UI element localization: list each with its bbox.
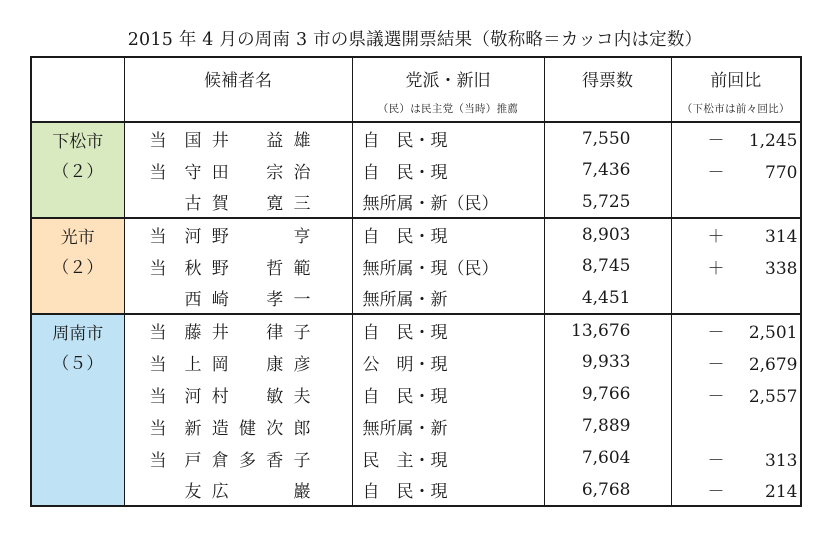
- prev-diff-cell: [671, 410, 801, 442]
- votes-cell: 9,766: [544, 378, 671, 410]
- city-cell: [31, 122, 124, 218]
- header-prev: [671, 57, 801, 122]
- header-prev-note: （下松市は前々回比）: [681, 103, 790, 115]
- candidate-cell: [124, 250, 352, 282]
- diff-value: 2,501: [748, 323, 798, 343]
- header-party: [352, 57, 544, 122]
- elected-mark: 当: [149, 227, 167, 247]
- diff-sign: ＋: [707, 258, 725, 279]
- city-seats: （２）: [52, 162, 104, 182]
- party-cell: 自 民・現: [352, 154, 544, 186]
- votes-cell: 13,676: [544, 314, 671, 346]
- votes-cell: 7,550: [544, 122, 671, 154]
- elected-mark: 当: [149, 162, 167, 183]
- city-cell: [31, 218, 124, 314]
- party-cell: 無所属・現（民）: [352, 250, 544, 282]
- header-votes-label: 得票数: [582, 71, 633, 91]
- city-name: 下松市: [52, 132, 104, 152]
- candidate-cell: [124, 410, 352, 442]
- diff-value: 2,679: [748, 354, 798, 375]
- diff-value: 770: [765, 162, 798, 183]
- table-row: [31, 218, 801, 250]
- table-row: [31, 474, 801, 506]
- elected-mark: 当: [149, 450, 167, 471]
- prev-diff-cell: [671, 378, 801, 410]
- party-cell: 自 民・現: [352, 122, 544, 154]
- votes-cell: 7,436: [544, 154, 671, 186]
- candidate-cell: [124, 186, 352, 218]
- table-row: [31, 410, 801, 442]
- diff-sign: －: [707, 354, 725, 375]
- table-row: [31, 154, 801, 186]
- candidate-cell: [124, 282, 352, 314]
- diff-sign: －: [707, 131, 725, 151]
- votes-cell: 6,768: [544, 474, 671, 506]
- candidate-cell: [124, 474, 352, 506]
- candidate-cell: [124, 314, 352, 346]
- candidate-name: 藤井 律子: [184, 323, 311, 343]
- candidate-cell: [124, 122, 352, 154]
- prev-diff-cell: [671, 474, 801, 506]
- page-title: 2015 年 4 月の周南 3 市の県議選開票結果（敬称略＝カッコ内は定数）: [127, 30, 703, 50]
- candidate-name: 守田 宗治: [184, 162, 311, 183]
- table-row: [31, 250, 801, 282]
- candidate-name: 秋野 哲範: [184, 258, 311, 279]
- candidate-name: 西崎 孝一: [184, 290, 311, 310]
- diff-value: 214: [765, 482, 798, 502]
- party-cell: 無所属・新（民）: [352, 186, 544, 218]
- prev-diff-cell: [671, 282, 801, 314]
- party-cell: 公 明・現: [352, 346, 544, 378]
- candidate-cell: [124, 218, 352, 250]
- votes-cell: 8,745: [544, 250, 671, 282]
- votes-cell: 5,725: [544, 186, 671, 218]
- header-candidate-label: 候補者名: [204, 71, 272, 91]
- candidate-name: 友広 巖: [184, 482, 311, 502]
- prev-diff-cell: [671, 314, 801, 346]
- candidate-cell: [124, 154, 352, 186]
- header-votes: [544, 57, 671, 122]
- table-row: [31, 378, 801, 410]
- votes-cell: 8,903: [544, 218, 671, 250]
- table-row: [31, 122, 801, 154]
- header-candidate: [124, 57, 352, 122]
- prev-diff-cell: [671, 218, 801, 250]
- header-row: [31, 57, 801, 122]
- diff-sign: －: [707, 450, 725, 471]
- party-cell: 無所属・新: [352, 410, 544, 442]
- votes-cell: 4,451: [544, 282, 671, 314]
- party-cell: 自 民・現: [352, 218, 544, 250]
- candidate-cell: [124, 442, 352, 474]
- candidate-cell: [124, 378, 352, 410]
- city-seats: （５）: [52, 354, 104, 374]
- diff-sign: －: [707, 162, 725, 183]
- city-seats: （２）: [52, 258, 104, 278]
- party-cell: 民 主・現: [352, 442, 544, 474]
- header-city-cell: [31, 57, 124, 122]
- candidate-name: 古賀 寛三: [184, 194, 311, 214]
- city-cell: [31, 314, 124, 506]
- table-row: [31, 346, 801, 378]
- diff-value: 338: [765, 258, 798, 279]
- candidate-name: 河野 亨: [184, 227, 311, 247]
- votes-cell: 9,933: [544, 346, 671, 378]
- elected-mark: 当: [149, 131, 167, 151]
- diff-value: 313: [765, 450, 798, 471]
- header-party-label: 党派・新旧: [405, 71, 491, 91]
- party-cell: 自 民・現: [352, 378, 544, 410]
- prev-diff-cell: [671, 122, 801, 154]
- prev-diff-cell: [671, 186, 801, 218]
- candidate-name: 国井 益雄: [184, 131, 311, 151]
- party-cell: 自 民・現: [352, 474, 544, 506]
- prev-diff-cell: [671, 442, 801, 474]
- diff-sign: ＋: [707, 227, 725, 247]
- candidate-cell: [124, 346, 352, 378]
- elected-mark: 当: [149, 418, 167, 439]
- city-name: 光市: [60, 228, 95, 248]
- candidate-name: 上岡 康彦: [184, 354, 311, 375]
- party-cell: 自 民・現: [352, 314, 544, 346]
- header-party-note: （民）は民主党（当時）推薦: [377, 103, 519, 115]
- table-row: [31, 186, 801, 218]
- votes-cell: 7,889: [544, 410, 671, 442]
- table-row: [31, 314, 801, 346]
- elected-mark: 当: [149, 258, 167, 279]
- elected-mark: 当: [149, 354, 167, 375]
- city-name: 周南市: [52, 324, 104, 344]
- party-cell: 無所属・新: [352, 282, 544, 314]
- table-row: [31, 282, 801, 314]
- elected-mark: 当: [149, 386, 167, 407]
- candidate-name: 戸倉多香子: [184, 450, 311, 471]
- results-table: [30, 56, 802, 507]
- diff-sign: －: [707, 323, 725, 343]
- prev-diff-cell: [671, 346, 801, 378]
- diff-sign: －: [707, 386, 725, 407]
- prev-diff-cell: [671, 154, 801, 186]
- table-row: [31, 442, 801, 474]
- diff-value: 2,557: [748, 386, 798, 407]
- diff-sign: －: [707, 482, 725, 502]
- diff-value: 314: [765, 227, 798, 247]
- candidate-name: 河村 敏夫: [184, 386, 311, 407]
- prev-diff-cell: [671, 250, 801, 282]
- header-prev-label: 前回比: [710, 71, 762, 91]
- results-body: [31, 122, 801, 506]
- diff-value: 1,245: [748, 131, 798, 151]
- votes-cell: 7,604: [544, 442, 671, 474]
- elected-mark: 当: [149, 323, 167, 343]
- candidate-name: 新造健次郎: [184, 418, 311, 439]
